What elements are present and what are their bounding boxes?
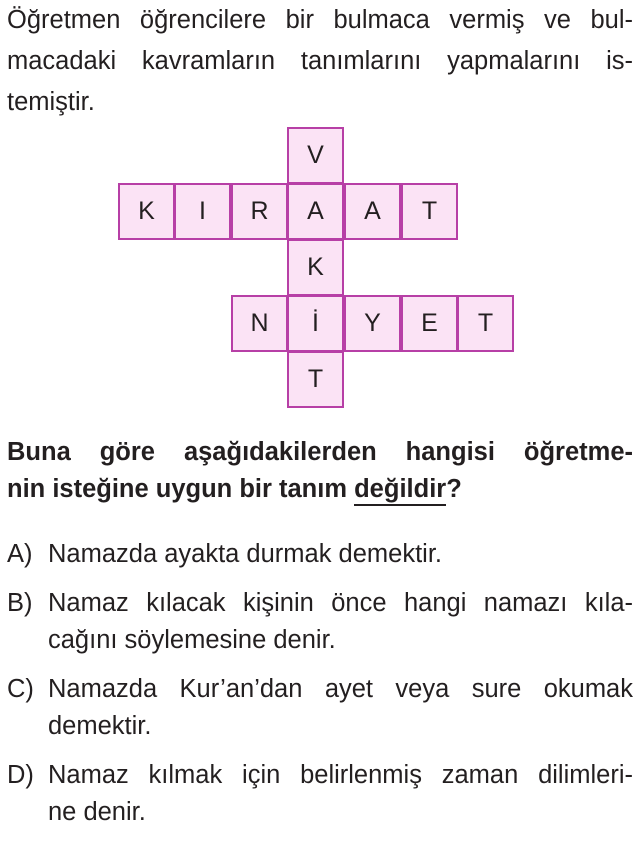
option-text: Namazda Kur’an’dan ayet veya sure okumak [48,675,633,703]
crossword-cell: A [287,183,344,240]
crossword-cell: K [118,183,175,240]
intro-paragraph [7,0,633,123]
option-a[interactable] [7,536,633,573]
negation-underlined: değildir [354,475,446,506]
question-mark: ? [446,475,462,503]
question-text [7,434,633,508]
crossword-cell: T [401,183,458,240]
answer-options [7,536,633,843]
crossword-cell: T [457,295,514,352]
crossword-cell: İ [287,295,344,352]
option-b[interactable] [7,585,633,659]
question-line: Buna göre aşağıdakilerden hangisi öğretme- [7,438,633,466]
crossword-cell: R [231,183,288,240]
crossword-cell: A [344,183,401,240]
option-c[interactable] [7,671,633,745]
option-text: Namaz kılacak kişinin önce hangi namazı kıla- [48,589,633,617]
option-text: demektir. [48,712,152,740]
option-text: cağını söylemesine denir. [48,626,336,654]
question-line-start: nin isteğine uygun bir tanım [7,475,355,503]
intro-line: temiştir. [7,88,95,116]
crossword-cell: V [287,127,344,184]
crossword-cell: E [401,295,458,352]
option-letter: B) [7,589,33,617]
option-text: Namazda ayakta durmak demektir. [48,540,443,568]
crossword-cell: N [231,295,288,352]
option-letter: A) [7,540,33,568]
question-line [7,471,633,508]
crossword-cell: K [287,239,344,296]
option-text: Namaz kılmak için belirlenmiş zaman dilimleri- [48,761,633,789]
option-d[interactable] [7,757,633,831]
crossword-cell: Y [344,295,401,352]
option-letter: D) [7,761,34,789]
intro-line: Öğretmen öğrencilere bir bulmaca vermiş ve bul- [7,6,633,34]
crossword-cell: I [174,183,231,240]
option-text: ne denir. [48,798,146,826]
intro-line: macadaki kavramların tanımlarını yapmalarını is- [7,47,633,75]
crossword-cell: T [287,351,344,408]
option-letter: C) [7,675,34,703]
